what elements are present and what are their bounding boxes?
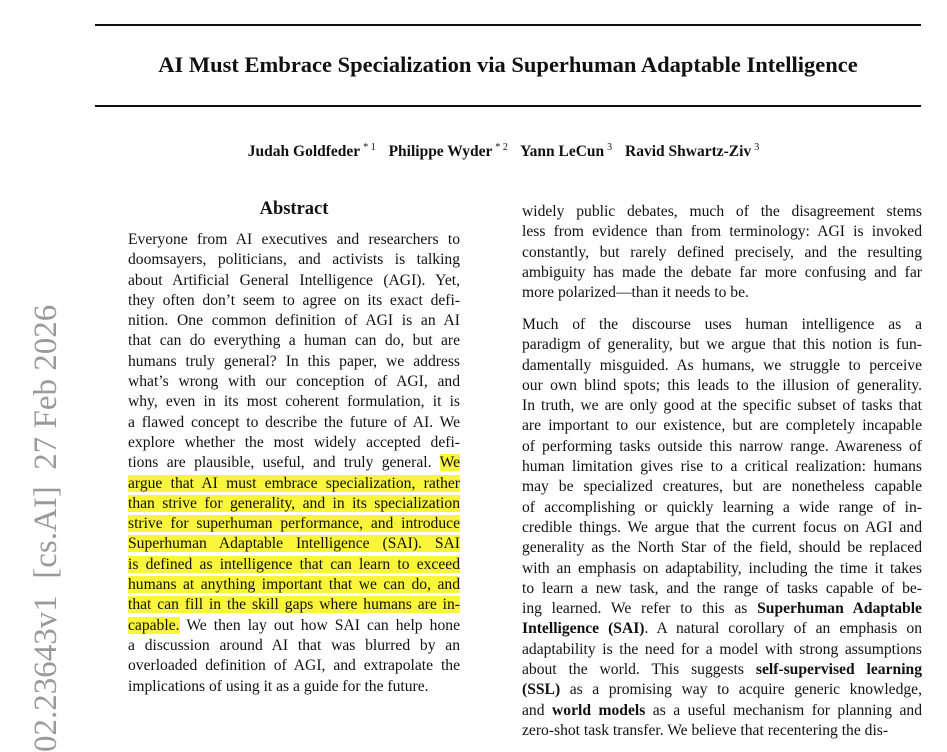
paragraph [522,315,922,741]
text-line [522,457,922,477]
highlighted-text: strive for superhuman performance, and introduce [128,515,460,533]
highlighted-text: that can fill in the skill gaps where humans are in- [128,596,460,614]
paper-title: AI Must Embrace Specialization via Superhuman Adaptable Intelligence [158,52,858,77]
text-segment: Much of the discourse uses human intelligence as a [522,315,922,333]
text-segment: as a useful mechanism for planning and [645,701,922,719]
text-line [522,498,922,518]
text-segment: of performing tasks outside this narrow range. Awareness of [522,437,922,455]
text-segment: widely public debates, much of the disagreement stems [522,203,922,220]
text-segment: less from evidence than from terminology: AGI is invoked [522,223,922,241]
text-line [522,202,922,222]
text-segment: ing learned. We refer to this as [522,600,758,618]
text-segment: Everyone from AI executives and researchers to [128,231,460,248]
paragraph-gap [522,303,922,315]
text-line [522,416,922,436]
text-segment: implications of using it as a guide for the future. [128,677,429,695]
title-rule-top [95,24,921,26]
text-segment: generality as the North Star of the field, should be replaced [522,539,922,557]
text-segment: may be specialized creatures, but are nonetheless capable [522,478,922,496]
text-segment: that can do everything a human can do, but are [128,332,460,350]
text-segment: nition. One common definition of AGI is an AI [128,312,460,330]
highlighted-text: capable. [128,616,180,634]
text-segment: paradigm of generality, but we argue that this notion is fun- [522,336,922,354]
author-name: Judah Goldfeder [247,143,361,160]
text-segment: what’s wrong with our conception of AGI, and [128,373,460,391]
title-rule-bottom [95,105,921,107]
introduction-body [522,202,922,741]
text-segment: credible things. We argue that the current focus on AGI and [522,518,922,536]
text-line [128,291,460,311]
text-segment: ambiguity has made the debate far more confusing and far [522,263,922,281]
bold-term: self-supervised learning [755,661,922,679]
bold-term: (SSL) [522,681,561,699]
text-segment: constantly, but rarely defined precisely, and the resulting [522,243,922,261]
highlighted-text: than strive for generality, and in its specialization [128,494,460,512]
text-line [128,555,460,575]
text-segment: with an emphasis on adaptability, including the time it takes [522,559,922,577]
highlighted-text: humans at anything important that we can do, and [128,576,460,594]
text-line [128,677,460,697]
text-line [522,518,922,538]
text-line [522,437,922,457]
text-line [128,575,460,595]
text-line [522,599,922,619]
author-affiliation: * 2 [495,142,508,153]
text-line [128,514,460,534]
abstract-heading: Abstract [259,199,329,219]
text-segment: about Artificial General Intelligence (AGI). Yet, [128,271,460,289]
highlighted-text: is defined as intelligence that can learn to exceed [128,555,460,573]
text-line [522,640,922,660]
text-line [522,579,922,599]
text-line [522,619,922,639]
text-segment: adaptability is the need for a model with strong assumptions [522,640,922,658]
highlighted-text: We [439,454,460,472]
author-name: Yann LeCun [520,143,605,160]
text-segment: human limitation gives rise to a critical realization: humans [522,458,922,476]
text-segment: of accomplishing or quickly learning a wide range of in- [522,498,922,516]
text-segment: they often don’t seem to agree on its exact defi- [128,291,460,309]
bold-term: world models [552,701,646,719]
text-line [128,331,460,351]
text-segment: . A natural corollary of an emphasis on [644,620,922,638]
text-line [522,222,922,242]
text-line [522,335,922,355]
text-line [522,680,922,700]
text-segment: humans truly general? In this paper, we address [128,352,460,370]
text-line [128,656,460,676]
text-segment: tions are plausible, useful, and truly general. [128,454,440,472]
text-line [128,534,460,554]
text-line [128,636,460,656]
text-segment: and [522,701,553,719]
highlighted-text: argue that AI must embrace specialization, rather [128,474,460,492]
text-line [128,230,460,250]
paragraph [522,202,922,303]
text-line [128,311,460,331]
text-segment: In truth, we are only good at the specific subset of tasks that [522,397,922,415]
text-line [522,660,922,680]
text-segment: a flawed concept to describe the future of AI. We [128,413,460,431]
text-line [128,250,460,270]
text-segment: our own blind spots; this leads to the illusion of generality. [522,376,922,394]
arxiv-identifier-stamp: 02.23643v1 [cs.AI] 27 Feb 2026 [28,304,64,752]
text-line [128,474,460,494]
text-line [128,372,460,392]
text-segment: to learn a new task, and the range of tasks capable of be- [522,579,922,597]
text-line [522,477,922,497]
text-line [522,376,922,396]
text-segment: overloaded definition of AGI, and extrapolate the [128,657,460,675]
author-affiliation: 3 [607,142,613,153]
text-segment: damentally misguided. As humans, we struggle to perceive [522,356,922,374]
text-line [522,721,922,741]
author-name: Philippe Wyder [388,143,493,160]
text-line [128,453,460,473]
text-segment: about the world. This suggests [522,661,756,679]
text-line [522,356,922,376]
text-line [128,616,460,636]
bold-term: Intelligence (SAI) [522,620,645,638]
text-segment: explore whether the most widely accepted defi- [128,433,460,451]
text-segment: We then lay out how SAI can help hone [179,616,460,634]
text-line [522,559,922,579]
text-line [128,413,460,433]
author-list [95,142,921,161]
text-line [522,263,922,283]
text-segment: are important to our existence, but are completely incapable [522,417,922,435]
text-segment: why, even in its most coherent formulation, it is [128,393,460,411]
text-line [128,352,460,372]
text-line [128,392,460,412]
text-line [522,243,922,263]
text-line [522,538,922,558]
text-segment: as a promising way to acquire generic knowledge, [560,681,922,699]
highlighted-text: Superhuman Adaptable Intelligence (SAI). SAI [128,535,460,553]
text-line [128,494,460,514]
text-segment: doomsayers, politicians, and activists is talking [128,251,460,269]
text-line [522,283,922,303]
bold-term: Superhuman Adaptable [757,600,922,618]
text-line [522,315,922,335]
abstract-body [128,230,460,697]
author-affiliation: 3 [754,142,760,153]
author-name: Ravid Shwartz-Ziv [625,143,752,160]
author-affiliation: * 1 [363,142,376,153]
text-line [128,433,460,453]
text-segment: a discussion around AI that was blurred by an [128,636,460,654]
text-line [128,271,460,291]
text-line [128,595,460,615]
text-line [522,701,922,721]
text-segment: zero-shot task transfer. We believe that recentering the dis- [522,721,889,739]
text-line [522,396,922,416]
text-segment: more polarized—than it needs to be. [522,284,749,302]
